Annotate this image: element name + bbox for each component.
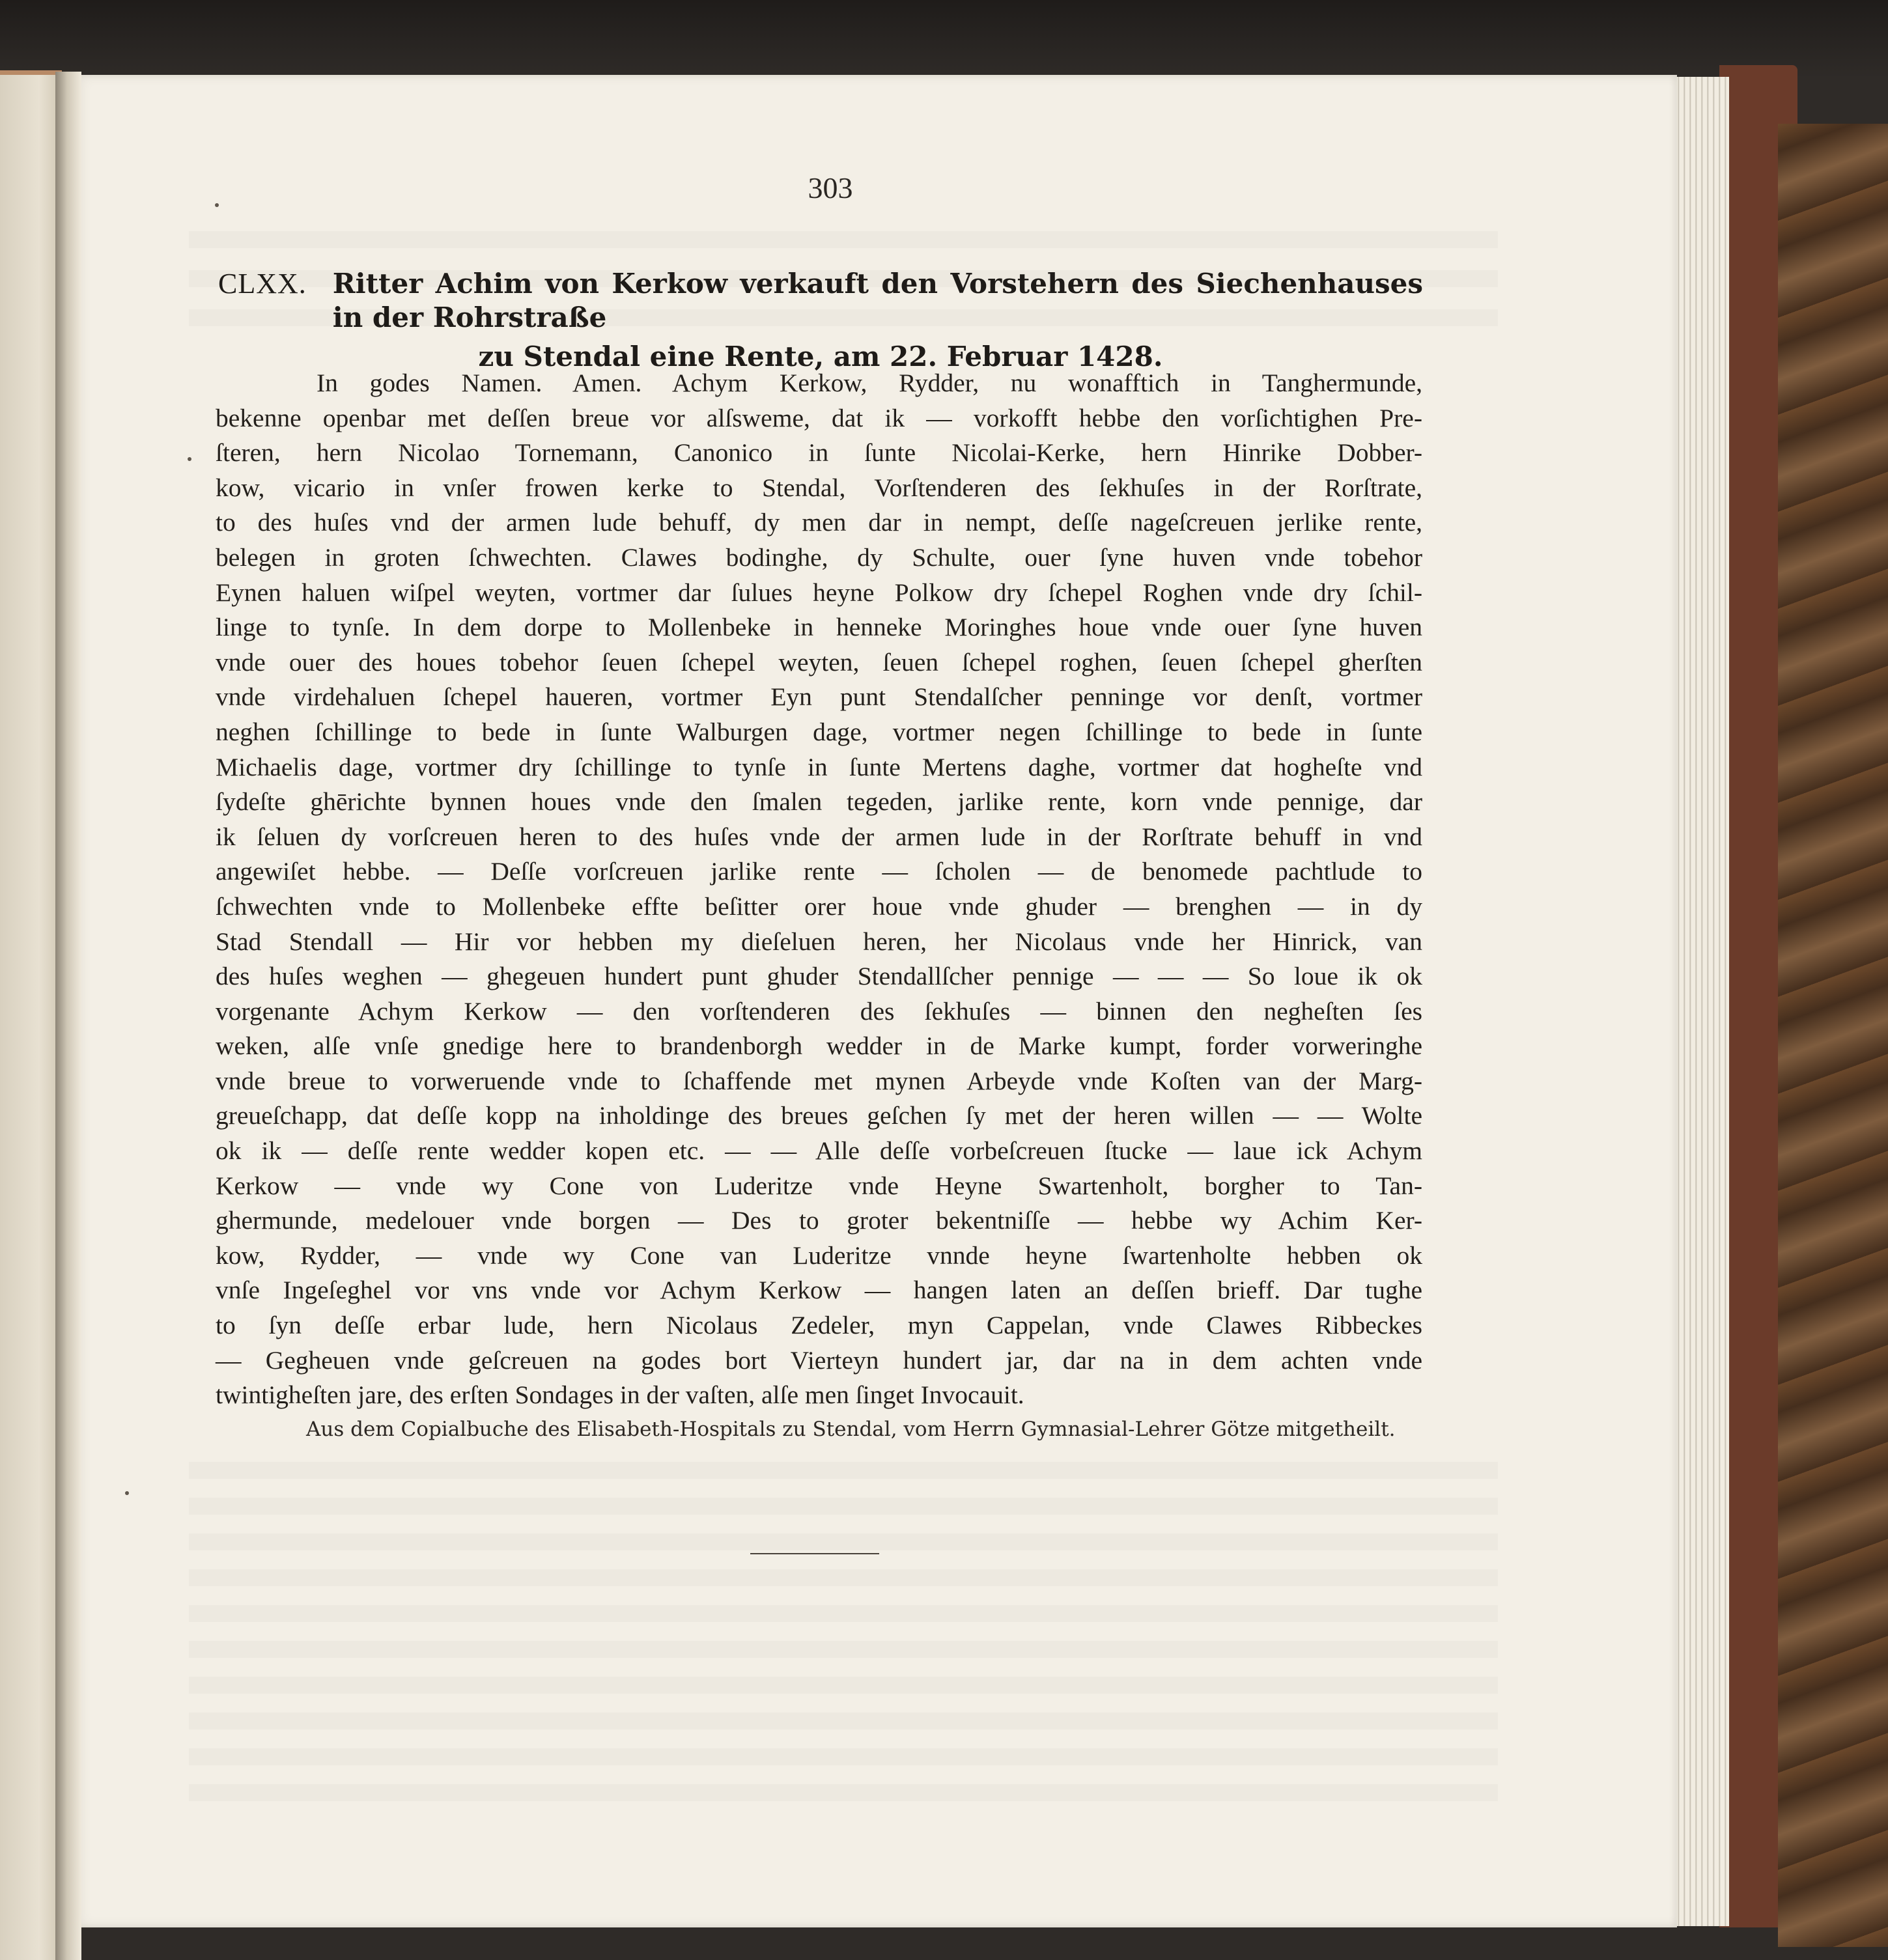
gutter-shadow — [55, 72, 81, 1960]
body-line: kow, Rydder, — vnde wy Cone van Luderitze vnnde heyne ſwartenholte hebben ok — [216, 1240, 1422, 1270]
body-line: In godes Namen. Amen. Achym Kerkow, Rydder, nu wonafftich in Tanghermunde, — [317, 369, 1422, 397]
source-note: Aus dem Copialbuche des Elisabeth-Hospitals zu Stendal, vom Herrn Gymnasial-Lehrer Götze mitgetheilt. — [306, 1418, 1396, 1441]
closing-rule — [750, 1553, 879, 1554]
body-line: to des huſes vnd der armen lude behuff, dy men dar in nempt, deſſe nageſcreuen jerlike rente, — [216, 508, 1422, 537]
body-line: greueſchapp, dat deſſe kopp na inholdinge des breues geſchen ſy met der heren willen — — Wolte — [216, 1101, 1422, 1130]
document-heading — [218, 267, 1423, 374]
heading-title-line-2: zu Stendal eine Rente, am 22. Februar 1428. — [478, 341, 1163, 372]
body-line: ik ſeluen dy vorſcreuen heren to des huſes vnde der armen lude in der Rorſtrate behuff in vnd — [216, 822, 1422, 851]
left-page — [0, 75, 62, 1960]
body-line: vnde breue to vorweruende vnde to ſchaffende met mynen Arbeyde vnde Koſten van der Marg- — [216, 1066, 1422, 1095]
paper-speck — [125, 1491, 129, 1495]
paper-speck — [215, 203, 219, 207]
body-line: ſchwechten vnde to Mollenbeke effte beſitter orer houe vnde ghuder — brenghen — in dy — [216, 891, 1422, 921]
body-line: ſteren, hern Nicolao Tornemann, Canonico in ſunte Nicolai-Kerke, hern Hinrike Dobber- — [216, 438, 1422, 468]
body-line: ok ik — deſſe rente wedder kopen etc. — — Alle deſſe vorbeſcreuen ſtucke — laue ick Achym — [216, 1136, 1422, 1166]
body-line: ſydeſte ghērichte bynnen houes vnde den ſmalen tegeden, jarlike rente, korn vnde pennige, dar — [216, 787, 1422, 817]
body-line: Michaelis dage, vortmer dry ſchillinge to tynſe in ſunte Mertens daghe, vortmer dat hogheſte vnd — [216, 752, 1422, 781]
body-line: to ſyn deſſe erbar lude, hern Nicolaus Zedeler, myn Cappelan, vnde Clawes Ribbeckes — [216, 1311, 1422, 1340]
page-number: 303 — [808, 171, 853, 204]
paper-speck — [188, 457, 191, 461]
document-body — [216, 366, 1422, 1413]
body-line: Eynen haluen wiſpel weyten, vortmer dar ſulues heyne Polkow dry ſchepel Roghen vnde dry ſchil- — [216, 578, 1422, 607]
marbled-endpaper — [1778, 124, 1888, 1947]
body-line: linge to tynſe. In dem dorpe to Mollenbeke in henneke Moringhes houe vnde ouer ſyne huven — [216, 613, 1422, 642]
body-line: weken, alſe vnſe gnedige here to brandenborgh wedder in de Marke kumpt, forder vorweringhe — [216, 1031, 1422, 1061]
body-line: ghermunde, medelouer vnde borgen — Des to groter bekentniſſe — hebbe wy Achim Ker- — [216, 1206, 1422, 1235]
body-line: vnde virdehaluen ſchepel haueren, vortmer Eyn punt Stendalſcher penninge vor denſt, vortmer — [216, 682, 1422, 712]
body-line: kow, vicario in vnſer frowen kerke to Stendal, Vorſtenderen des ſekhuſes in der Rorſtrate, — [216, 473, 1422, 502]
body-line: des huſes weghen — ghegeuen hundert punt ghuder Stendallſcher pennige — — — So loue ik ok — [216, 962, 1422, 991]
chapter-number: CLXX. — [218, 268, 307, 300]
body-line: vorgenante Achym Kerkow — den vorſtenderen des ſekhuſes — binnen den negheſten ſes — [216, 996, 1422, 1026]
body-line: belegen in groten ſchwechten. Clawes bodinghe, dy Schulte, ouer ſyne huven vnde tobehor — [216, 542, 1422, 572]
body-line: Kerkow — vnde wy Cone von Luderitze vnde Heyne Swartenholt, borgher to Tan- — [216, 1171, 1422, 1200]
body-line: vnde ouer des houes tobehor ſeuen ſchepel weyten, ſeuen ſchepel roghen, ſeuen ſchepel gherſten — [216, 647, 1422, 677]
body-line: angewiſet hebbe. — Deſſe vorſcreuen jarlike rente — ſcholen — de benomede pachtlude to — [216, 857, 1422, 886]
heading-title-line-1: Ritter Achim von Kerkow verkauft den Vorstehern des Siechenhauses in der Rohrstraße — [332, 268, 1423, 333]
page-stack-edges — [1674, 77, 1729, 1926]
body-line: Stad Stendall — Hir vor hebben my dieſeluen heren, her Nicolaus vnde her Hinrick, van — [216, 927, 1422, 956]
body-line: bekenne openbar met deſſen breue vor alſsweme, dat ik — vorkofft hebbe den vorſichtighen Pre- — [216, 403, 1422, 432]
body-line: neghen ſchillinge to bede in ſunte Walburgen dage, vortmer negen ſchillinge to bede in ſunte — [216, 717, 1422, 746]
body-line: vnſe Ingeſeghel vor vns vnde vor Achym Kerkow — hangen laten an deſſen brieff. Dar tughe — [216, 1276, 1422, 1305]
body-line: twintigheſten jare, des erſten Sondages in der vaſten, alſe men ſinget Invocauit. — [216, 1380, 1024, 1410]
heading-line-1 — [218, 267, 1423, 335]
body-line: — Gegheuen vnde geſcreuen na godes bort Vierteyn hundert jar, dar na in dem achten vnde — [216, 1345, 1422, 1375]
